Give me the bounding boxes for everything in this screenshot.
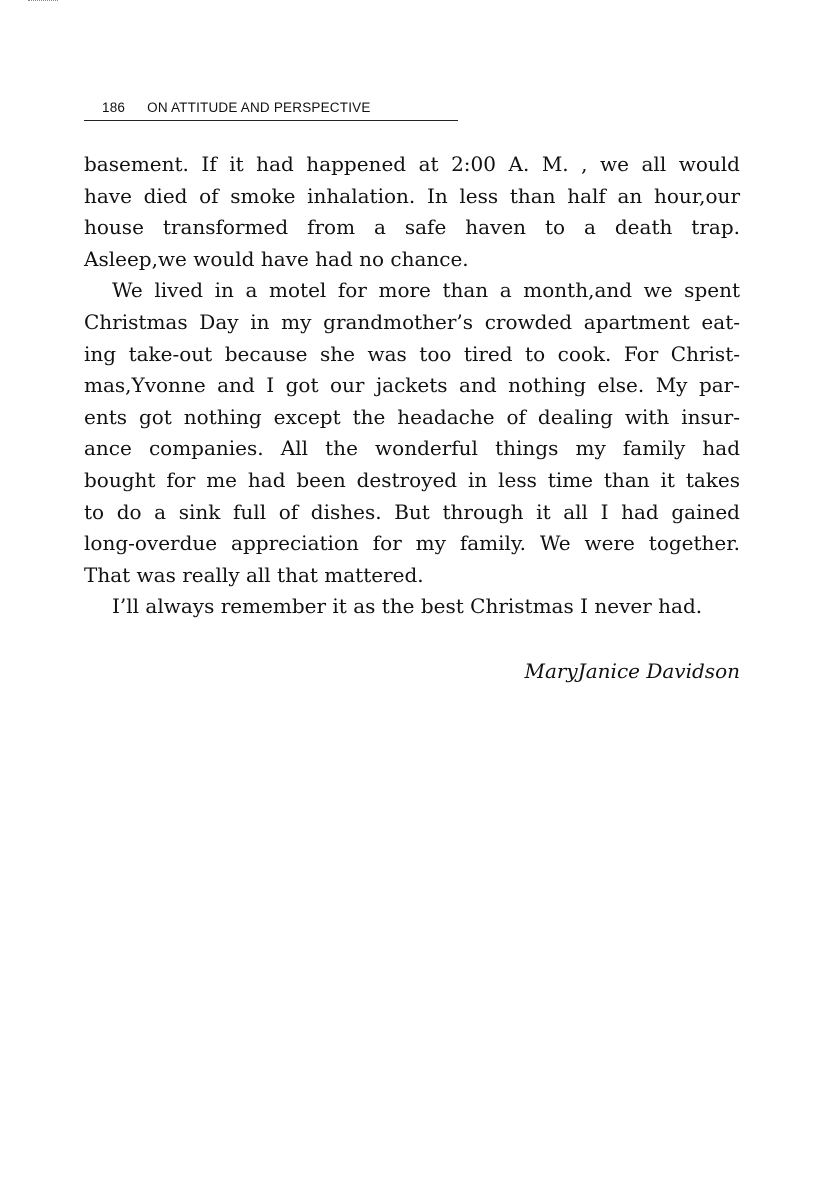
- text-line: basement. If it had happened at 2:00 A. M. , we all would: [84, 152, 740, 176]
- running-title: ON ATTITUDE AND PERSPECTIVE: [147, 100, 371, 115]
- text-line: That was really all that mattered.: [84, 562, 424, 587]
- text-line: long-overdue appreciation for my family. We were together.: [84, 531, 740, 556]
- author-signature: MaryJanice Davidson: [524, 659, 740, 683]
- text-line: I’ll always remember it as the best Christmas I never had.: [112, 594, 703, 619]
- text-line: We lived in a motel for more than a month,and we spent: [112, 278, 740, 303]
- text-line: Asleep,we would have had no chance.: [84, 246, 469, 271]
- body-text: [84, 149, 740, 623]
- page-number: 186: [102, 100, 126, 115]
- text-line: bought for me had been destroyed in less time than it takes: [84, 467, 740, 492]
- text-line: house transformed from a safe haven to a death trap.: [84, 215, 740, 240]
- text-line: ance companies. All the wonderful things my family had: [84, 436, 740, 461]
- running-header: [84, 98, 458, 121]
- text-line: ing take-out because she was too tired to cook. For Christ-: [84, 341, 740, 366]
- text-line: mas,Yvonne and I got our jackets and nothing else. My par-: [84, 373, 740, 398]
- text-line: to do a sink full of dishes. But through it all I had gained: [84, 499, 740, 524]
- text-line: ents got nothing except the headache of dealing with insur-: [84, 404, 740, 429]
- text-line: have died of smoke inhalation. In less than half an hour,our: [84, 183, 740, 208]
- scan-mark: [28, 0, 58, 3]
- text-line: Christmas Day in my grandmother’s crowded apartment eat-: [84, 309, 740, 334]
